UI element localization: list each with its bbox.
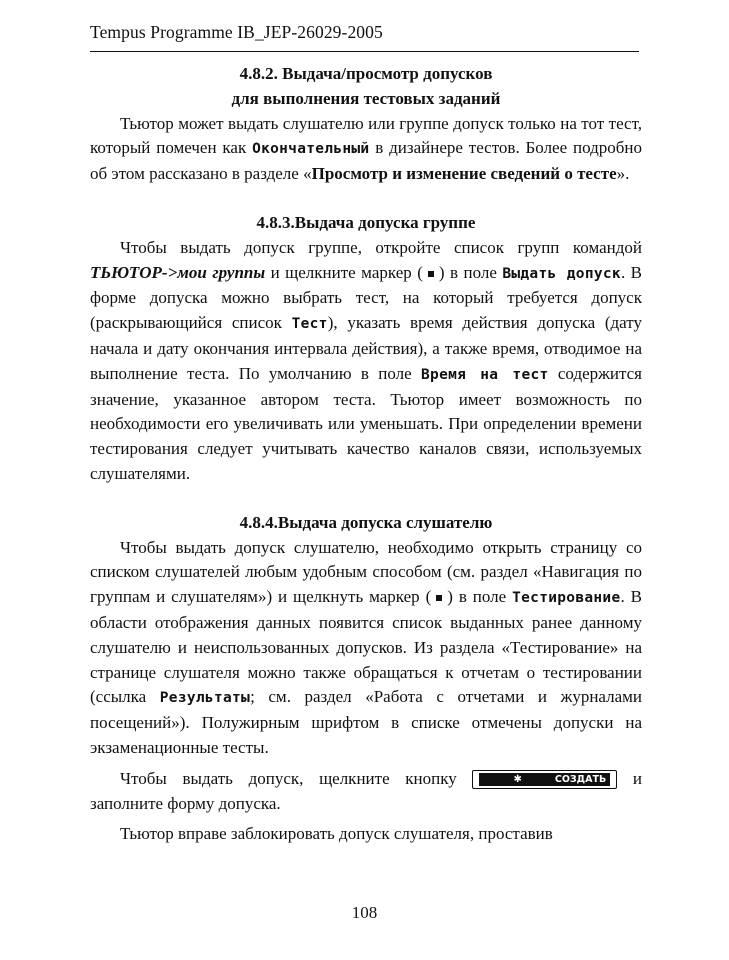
code-field-issue-permit: Выдать допуск [502,265,621,282]
section-heading-4-8-4: 4.8.4.Выдача допуска слушателю [239,512,493,532]
text-run: Чтобы выдать допуск слушателю, необходимо открыть страницу со списком слушателей любым удобным способом (см. раздел «Навигация по группам и слушателям») и щелкнуть маркер ( [90,537,642,607]
text-run: Тьютор может выдать слушателю или группе допуск только на тот тест, который помечен как [90,113,642,158]
section-heading-4-8-3: 4.8.3.Выдача допуска группе [256,212,476,232]
create-button-illustration [472,770,617,789]
paragraph-4-8-4-c [90,822,642,847]
text-run: и заполните форму допуска. [90,768,642,813]
code-field-testing: Тестирование [512,590,621,607]
text-run: . В форме допуска можно выбрать тест, на который требуется допуск (раскрывающийся список [90,262,643,333]
code-term-final: Окончательный [252,141,370,158]
paragraph-4-8-3 [90,236,642,487]
text-run: ; см. раздел «Работа с отчетами и журналами посещений»). Полужирным шрифтом в списке отмечены допуски на экзаменационные тесты. [90,687,642,757]
code-field-time-on-test: Время на тест [421,366,549,383]
bold-section-ref: Просмотр и изменение сведений о тесте [311,164,617,184]
code-field-test: Тест [291,316,328,333]
text-run: содержится значение, указанное автором теста. Тьютор имеет возможность по необходимости его увеличивать или уменьшать. При определении времени тестирования следует учитывать качество каналов связи, используемых слушателями. [90,363,642,483]
text-run: и щелкните маркер ( [265,262,423,282]
paragraph-4-8-4-b [90,767,642,817]
section-heading-4-8-2 [90,62,642,112]
marker-square-icon [436,595,442,601]
page-number: 108 [351,903,378,922]
text-run: Тьютор вправе заблокировать допуск слушателя, проставив [120,824,553,844]
paragraph-4-8-4-a [90,536,642,761]
text-run: . В области отображения данных появится список выданных ранее данному слушателю и неиспользованных допусков. Из раздела «Тестирование» на странице слушателя можно также обращаться к отчетам о тестировании (ссылка [90,587,642,707]
page-content [90,62,642,847]
text-run: Чтобы выдать допуск группе, откройте список групп командой [120,237,642,257]
text-run: в дизайнере тестов. Более подробно об этом рассказано в разделе « [90,138,642,184]
code-link-results: Результаты [159,690,251,707]
create-button-label: СОЗДАТЬ [554,774,607,786]
star-icon: ✱ [513,774,522,786]
text-run: ». [616,164,630,184]
heading-line-1: 4.8.2. Выдача/просмотр допусков [239,64,493,83]
text-run: ) в поле [447,587,513,607]
header-rule [90,51,639,52]
text-run: ), указать время действия допуска (дату начала и дату окончания интервала действия), а также время, отводимое на выполнение теста. По умолчанию в поле [90,313,642,383]
heading-line-2: для выполнения тестовых заданий [231,88,501,108]
menu-path: ТЬЮТОР->мои группы [90,262,266,282]
marker-square-icon [428,271,434,277]
paragraph-4-8-2 [90,112,642,187]
text-run: ) в поле [438,262,503,282]
text-run: Чтобы выдать допуск, щелкните кнопку [120,768,473,788]
running-header: Tempus Programme IB_JEP-26029-2005 [90,22,383,42]
